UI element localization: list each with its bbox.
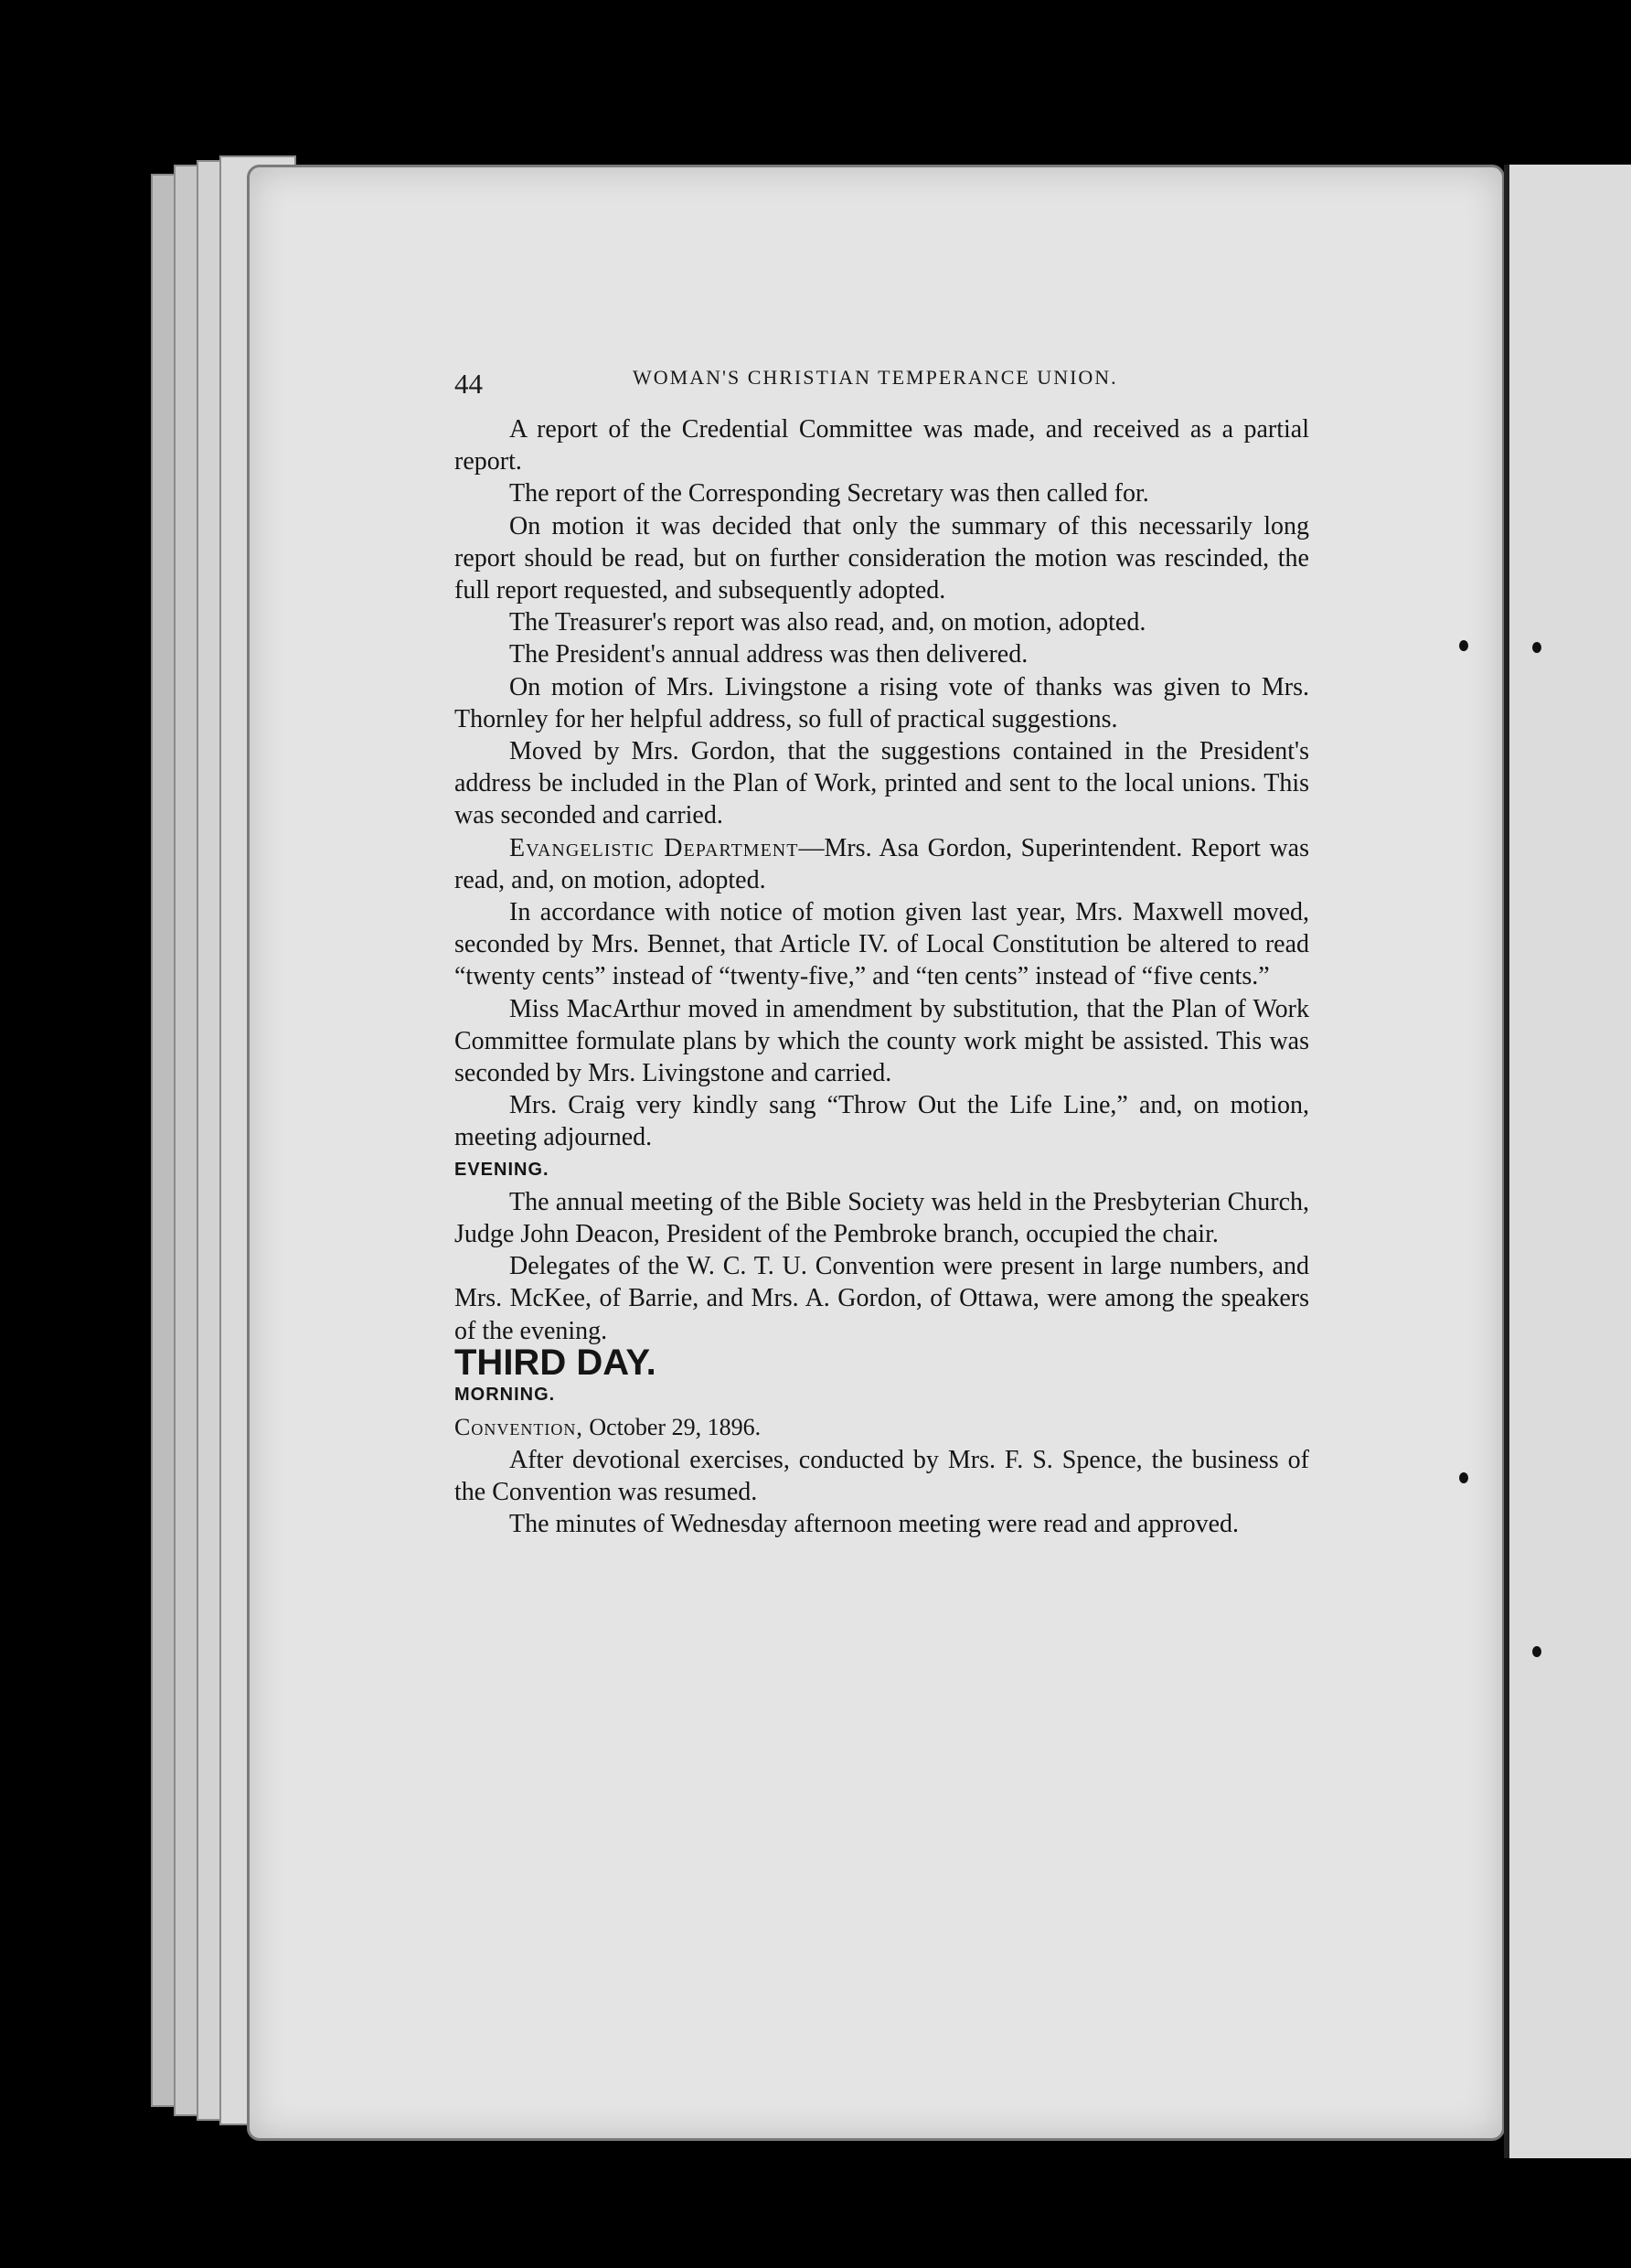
- paragraph: The Treasurer's report was also read, and, on motion, adopted.: [509, 608, 1146, 637]
- department-label: Evangelistic Department: [509, 833, 799, 862]
- paragraph: [454, 832, 1309, 896]
- facing-page-edge: [1504, 165, 1631, 2158]
- page-body: [454, 413, 1309, 1540]
- department-text: —Mrs. Asa Gordon, Superintendent. Report was read, and, on motion, adopted.: [454, 833, 1310, 894]
- paragraph: Delegates of the W. C. T. U. Convention were present in large numbers, and Mrs. McKee, of Barrie, and Mrs. A. Gordon, of Ottawa, were among the speakers of the evening.: [454, 1252, 1309, 1345]
- paragraph: Miss MacArthur moved in amendment by substitution, that the Plan of Work Committee formulate plans by which the county work might be assisted. This was seconded by Mrs. Livingstone and carried.: [454, 994, 1309, 1088]
- paragraph: The annual meeting of the Bible Society was held in the Presbyterian Church, Judge John Deacon, President of the Pembroke branch, occupied the chair.: [454, 1187, 1309, 1249]
- paragraph: On motion of Mrs. Livingstone a rising vote of thanks was given to Mrs. Thornley for her helpful address, so full of practical suggestions.: [454, 672, 1309, 733]
- section-heading-third-day: THIRD DAY.: [454, 1342, 656, 1383]
- paragraph: The minutes of Wednesday afternoon meeting were read and approved.: [509, 1509, 1240, 1538]
- binding-hole: [1459, 640, 1468, 651]
- dateline: [454, 1411, 1309, 1443]
- paragraph: In accordance with notice of motion given last year, Mrs. Maxwell moved, seconded by Mrs. Bennet, that Article IV. of Local Constitution be altered to read “twenty cents” instead of “twenty-five,” and “ten cents” instead of “five cents.”: [454, 898, 1309, 991]
- dateline-place: Convention,: [454, 1414, 583, 1441]
- paragraph: The President's annual address was then delivered.: [509, 640, 1029, 669]
- section-heading-morning: MORNING.: [454, 1385, 556, 1406]
- paragraph: The report of the Corresponding Secretary was then called for.: [509, 479, 1149, 508]
- paragraph: Moved by Mrs. Gordon, that the suggestions contained in the President's address be included in the Plan of Work, printed and sent to the local unions. This was seconded and carried.: [454, 737, 1309, 830]
- binding-hole: [1532, 642, 1541, 653]
- page-number: 44: [454, 368, 483, 400]
- running-title: WOMAN'S CHRISTIAN TEMPERANCE UNION.: [633, 366, 1118, 389]
- paragraph: A report of the Credential Committee was made, and received as a partial report.: [454, 415, 1309, 476]
- binding-hole: [1459, 1472, 1468, 1483]
- binding-hole: [1532, 1646, 1541, 1657]
- paragraph: On motion it was decided that only the summary of this necessarily long report should be read, but on further consideration the motion was rescinded, the full report requested, and subsequently adopted.: [454, 511, 1309, 605]
- section-heading-evening: EVENING.: [454, 1159, 549, 1180]
- paragraph: Mrs. Craig very kindly sang “Throw Out the Life Line,” and, on motion, meeting adjourned.: [454, 1091, 1309, 1152]
- paragraph: After devotional exercises, conducted by Mrs. F. S. Spence, the business of the Convention was resumed.: [454, 1445, 1309, 1506]
- dateline-date: October 29, 1896.: [589, 1414, 762, 1441]
- page-header: [454, 366, 1309, 402]
